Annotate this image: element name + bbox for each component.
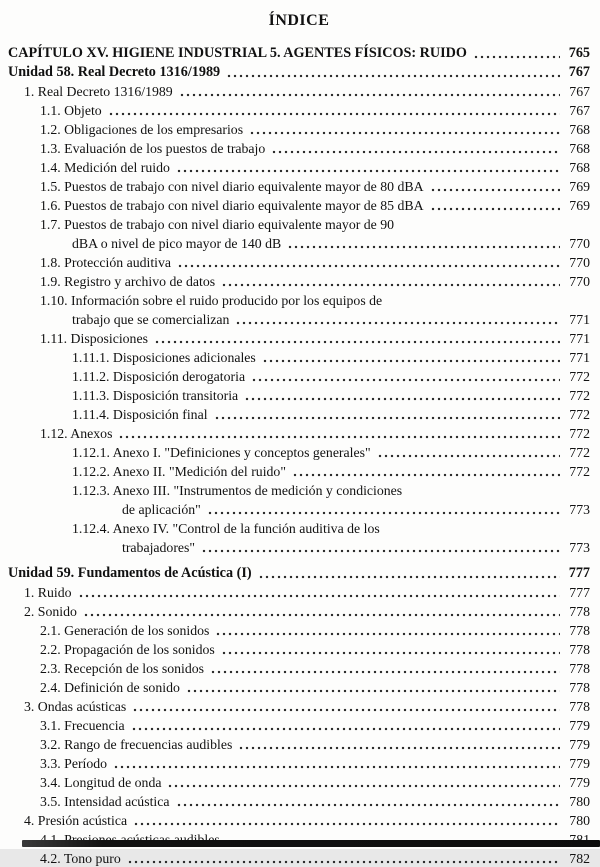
toc-entry-text: 2.3. Recepción de los sonidos <box>40 661 205 676</box>
toc-entry <box>8 291 590 309</box>
toc-entry <box>8 564 590 582</box>
toc-entry-text: 1. Ruido <box>24 585 72 600</box>
toc-entry-text: Unidad 58. Real Decreto 1316/1989 <box>8 64 221 80</box>
dot-leader <box>167 784 560 788</box>
toc-entry-text: 1.11.4. Disposición final <box>72 407 208 422</box>
toc-entry-text: 1.6. Puestos de trabajo con nivel diario equivalente mayor de 85 dBA <box>40 198 424 213</box>
dot-leader <box>207 511 560 515</box>
dot-leader <box>377 454 560 458</box>
toc-entry <box>8 424 590 442</box>
toc-entry-text: 1.12.3. Anexo III. "Instrumentos de medición y condiciones <box>72 483 403 498</box>
toc-entry-page: 779 <box>569 737 590 752</box>
toc-entry-text: 3.3. Período <box>40 756 108 771</box>
toc-entry-text: 1.2. Obligaciones de los empresarios <box>40 122 244 137</box>
toc-entry-page: 778 <box>569 623 590 638</box>
toc-entry <box>8 120 590 138</box>
scan-edge-artifact <box>22 840 600 847</box>
toc-entry <box>8 659 590 677</box>
toc-entry <box>8 621 590 639</box>
toc-entry-page: 778 <box>569 604 590 619</box>
toc-entry-text: 1.11. Disposiciones <box>40 331 148 346</box>
toc-entry-page: 778 <box>569 661 590 676</box>
toc-entry-page: 768 <box>569 122 590 137</box>
dot-leader <box>113 765 560 769</box>
dot-leader <box>271 150 560 154</box>
toc-entry-page: 765 <box>568 45 590 61</box>
toc-entry <box>8 177 590 195</box>
toc-entry-page: 769 <box>569 198 590 213</box>
toc-entry-text: de aplicación" <box>122 502 201 517</box>
toc-entry <box>8 849 590 867</box>
toc-entry-text: dBA o nivel de pico mayor de 140 dB <box>72 236 282 251</box>
dot-leader <box>127 860 560 864</box>
dot-leader <box>244 397 560 401</box>
toc-entry <box>8 754 590 772</box>
toc-entry <box>8 443 590 461</box>
dot-leader <box>235 321 560 325</box>
dot-leader <box>210 670 560 674</box>
dot-leader <box>292 473 560 477</box>
dot-leader <box>132 708 560 712</box>
toc-entry-page: 780 <box>569 794 590 809</box>
dot-leader <box>131 727 560 731</box>
dot-leader <box>249 131 560 135</box>
toc-entry <box>8 538 590 556</box>
toc-entry-page: 778 <box>569 680 590 695</box>
toc-entry-text: 4. Presión acústica <box>24 813 128 828</box>
toc-entry-page: 772 <box>569 426 590 441</box>
toc-entry-page: 772 <box>569 445 590 460</box>
toc-entry <box>8 253 590 271</box>
toc-entry-text: 2.1. Generación de los sonidos <box>40 623 210 638</box>
toc-entry-page: 778 <box>569 699 590 714</box>
toc-entry <box>8 234 590 252</box>
dot-leader <box>133 822 560 826</box>
toc-entry-text: 1.12.2. Anexo II. "Medición del ruido" <box>72 464 286 479</box>
toc-entry-text: 1.12.1. Anexo I. "Definiciones y conceptos generales" <box>72 445 371 460</box>
toc-entry-page: 769 <box>569 179 590 194</box>
toc-entry-page: 782 <box>569 851 590 866</box>
toc-entry <box>8 215 590 233</box>
toc-entry-page: 770 <box>569 236 590 251</box>
dot-leader <box>177 264 560 268</box>
toc-entry <box>8 44 590 62</box>
toc-entry-page: 773 <box>569 540 590 555</box>
toc-entry-text: 2.2. Propagación de los sonidos <box>40 642 215 657</box>
toc-entry-text: 3.4. Longitud de onda <box>40 775 162 790</box>
toc-entry <box>8 735 590 753</box>
toc-entry-text: Unidad 59. Fundamentos de Acústica (I) <box>8 565 252 581</box>
toc-entry <box>8 329 590 347</box>
toc-entry-page: 771 <box>569 331 590 346</box>
toc-entry <box>8 678 590 696</box>
toc-entry-page: 767 <box>569 84 590 99</box>
dot-leader <box>83 613 560 617</box>
toc-entry-text: 1.3. Evaluación de los puestos de trabajo <box>40 141 266 156</box>
toc-entry <box>8 139 590 157</box>
toc-entry <box>8 272 590 290</box>
toc-entry-page: 771 <box>569 350 590 365</box>
toc-entry-text: 1.11.2. Disposición derogatoria <box>72 369 246 384</box>
toc-list <box>8 44 590 867</box>
toc-entry-text: trabajadores" <box>122 540 196 555</box>
toc-entry-page: 770 <box>569 274 590 289</box>
toc-entry <box>8 481 590 499</box>
dot-leader <box>258 575 560 579</box>
toc-entry <box>8 82 590 100</box>
toc-entry-text: 1.4. Medición del ruido <box>40 160 170 175</box>
dot-leader <box>226 74 560 78</box>
toc-entry-text: 1.1. Objeto <box>40 103 102 118</box>
toc-entry-text: 3. Ondas acústicas <box>24 699 127 714</box>
dot-leader <box>186 689 560 693</box>
toc-entry-text: 1.8. Protección auditiva <box>40 255 172 270</box>
toc-entry-page: 772 <box>569 407 590 422</box>
dot-leader <box>176 169 560 173</box>
toc-entry-page: 768 <box>569 160 590 175</box>
toc-entry <box>8 640 590 658</box>
toc-entry <box>8 405 590 423</box>
toc-entry <box>8 519 590 537</box>
toc-entry-text: 1.12. Anexos <box>40 426 113 441</box>
dot-leader <box>251 378 560 382</box>
dot-leader <box>221 283 560 287</box>
toc-entry <box>8 583 590 601</box>
toc-entry-text: 3.1. Frecuencia <box>40 718 125 733</box>
toc-entry <box>8 462 590 480</box>
toc-entry-page: 773 <box>569 502 590 517</box>
toc-entry <box>8 158 590 176</box>
toc-entry <box>8 348 590 366</box>
dot-leader <box>176 803 561 807</box>
dot-leader <box>430 188 560 192</box>
toc-entry-text: 1.11.3. Disposición transitoria <box>72 388 239 403</box>
dot-leader <box>215 632 560 636</box>
toc-entry-text: 1.7. Puestos de trabajo con nivel diario equivalente mayor de 90 <box>40 217 395 232</box>
toc-entry-text: 3.2. Rango de frecuencias audibles <box>40 737 233 752</box>
dot-leader <box>179 93 560 97</box>
toc-entry-text: 1.9. Registro y archivo de datos <box>40 274 216 289</box>
toc-entry-page: 771 <box>569 312 590 327</box>
dot-leader <box>262 359 560 363</box>
dot-leader <box>154 340 560 344</box>
toc-entry <box>8 602 590 620</box>
toc-entry <box>8 792 590 810</box>
toc-entry-page: 770 <box>569 255 590 270</box>
toc-entry <box>8 310 590 328</box>
toc-entry-page: 772 <box>569 369 590 384</box>
toc-entry-page: 777 <box>569 585 590 600</box>
toc-entry-page: 778 <box>569 642 590 657</box>
toc-entry-text: 3.5. Intensidad acústica <box>40 794 170 809</box>
dot-leader <box>287 245 560 249</box>
toc-entry-page: 779 <box>569 775 590 790</box>
toc-entry <box>8 367 590 385</box>
toc-entry-text: 1.12.4. Anexo IV. "Control de la función auditiva de los <box>72 521 380 536</box>
toc-entry-page: 772 <box>569 464 590 479</box>
toc-entry-text: CAPÍTULO XV. HIGIENE INDUSTRIAL 5. AGENTES FÍSICOS: RUIDO <box>8 45 467 61</box>
toc-entry <box>8 101 590 119</box>
toc-entry-text: 1.5. Puestos de trabajo con nivel diario equivalente mayor de 80 dBA <box>40 179 424 194</box>
toc-entry-page: 777 <box>568 565 590 581</box>
toc-entry-text: 2. Sonido <box>24 604 77 619</box>
toc-entry-text: 1.11.1. Disposiciones adicionales <box>72 350 256 365</box>
dot-leader <box>214 416 560 420</box>
toc-entry <box>8 196 590 214</box>
toc-entry-text: 4.2. Tono puro <box>40 851 121 866</box>
toc-entry <box>8 63 590 81</box>
toc-entry <box>8 811 590 829</box>
toc-entry-page: 779 <box>569 718 590 733</box>
dot-leader <box>78 594 560 598</box>
toc-entry <box>8 697 590 715</box>
dot-leader <box>238 746 560 750</box>
dot-leader <box>430 207 560 211</box>
dot-leader <box>118 435 560 439</box>
toc-entry-page: 779 <box>569 756 590 771</box>
toc-entry-page: 767 <box>569 103 590 118</box>
toc-entry <box>8 716 590 734</box>
dot-leader <box>221 651 560 655</box>
dot-leader <box>108 112 560 116</box>
page-title: ÍNDICE <box>268 12 330 29</box>
toc-entry-page: 768 <box>569 141 590 156</box>
toc-entry-text: 2.4. Definición de sonido <box>40 680 180 695</box>
dot-leader <box>473 55 560 59</box>
toc-entry-text: 1. Real Decreto 1316/1989 <box>24 84 173 99</box>
toc-entry <box>8 386 590 404</box>
toc-entry-page: 780 <box>569 813 590 828</box>
toc-entry-text: 1.10. Información sobre el ruido producido por los equipos de <box>40 293 383 308</box>
toc-entry <box>8 500 590 518</box>
toc-entry-page: 767 <box>568 64 590 80</box>
toc-entry-page: 772 <box>569 388 590 403</box>
toc-entry-text: trabajo que se comercializan <box>72 312 230 327</box>
dot-leader <box>201 549 560 553</box>
toc-entry <box>8 773 590 791</box>
